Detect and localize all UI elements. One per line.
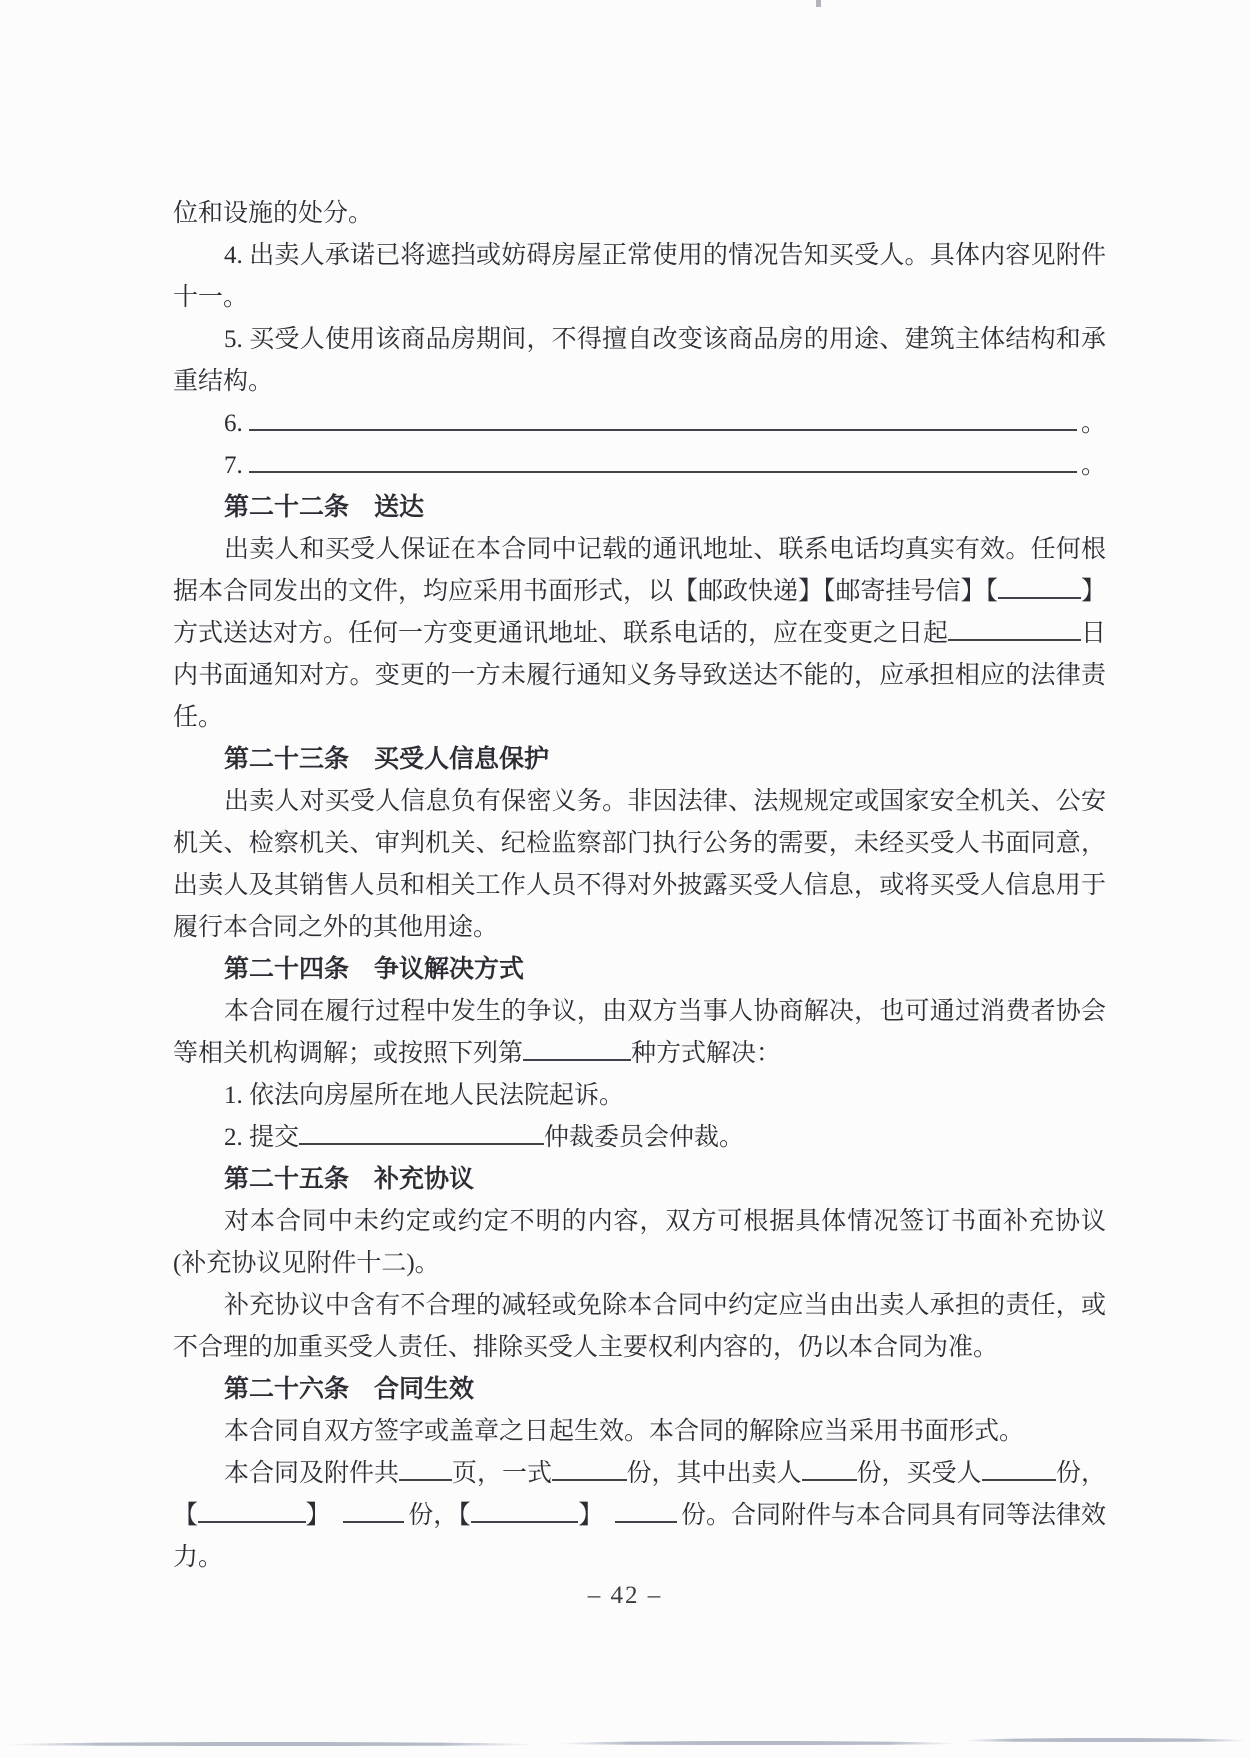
- paragraph-continuation: 不合理的加重买受人责任、排除买受人主要权利内容的，仍以本合同为准。: [173, 1334, 999, 1361]
- paragraph-line-with-blank: [173, 571, 1106, 613]
- text-segment: 种方式解决：: [631, 1040, 782, 1067]
- article-25-heading: [173, 1159, 1106, 1201]
- text-segment: 份，买受人: [856, 1460, 982, 1487]
- paragraph-line: 机关、检察机关、审判机关、纪检监察部门执行公务的需要，未经买受人书面同意，: [173, 830, 1106, 857]
- paragraph-line: 出卖人和买受人保证在本合同中记载的通讯地址、联系电话均真实有效。任何根: [224, 536, 1106, 563]
- article-23-heading: [173, 739, 1106, 781]
- article-24-heading: [173, 949, 1106, 991]
- text-segment: 方式送达对方。任何一方变更通讯地址、联系电话的，应在变更之日起: [173, 620, 949, 647]
- bracket-close: 】: [305, 1502, 331, 1529]
- fill-in-blank: [982, 1455, 1056, 1481]
- text-segment: 份，: [1056, 1460, 1107, 1487]
- paragraph-continuation: 位和设施的处分。: [173, 200, 374, 227]
- paragraph-continuation: 力。: [173, 1544, 224, 1571]
- paragraph-line: 内书面通知对方。变更的一方未履行通知义务导致送达不能的，应承担相应的法律责: [173, 662, 1106, 689]
- article-number: 第二十二条: [224, 494, 350, 521]
- article-number: 第二十四条: [224, 956, 350, 983]
- fill-in-blank: [399, 1455, 452, 1481]
- text-segment: 份，其中出卖人: [626, 1460, 802, 1487]
- text-segment: 仲裁委员会仲裁。: [544, 1124, 745, 1151]
- fill-in-blank: [198, 1497, 306, 1523]
- paragraph-line-with-blank: [173, 613, 1106, 655]
- article-title: 争议解决方式: [374, 956, 525, 983]
- text-segment: 份，【: [408, 1502, 471, 1529]
- text-segment: 本合同及附件共: [224, 1460, 400, 1487]
- fill-in-blank: [249, 405, 1077, 431]
- fill-in-blank: [249, 447, 1077, 473]
- fill-in-blank: [998, 573, 1081, 599]
- article-title: 送达: [374, 494, 425, 521]
- article-title: 合同生效: [374, 1376, 475, 1403]
- article-22-heading: [173, 487, 1106, 529]
- paragraph-continuation: 十一。: [173, 284, 249, 311]
- paragraph-line: 对本合同中未约定或约定不明的内容，双方可根据具体情况签订书面补充协议: [224, 1208, 1106, 1235]
- paragraph-line: 本合同自双方签字或盖章之日起生效。本合同的解除应当采用书面形式。: [224, 1418, 1025, 1445]
- numbered-item-7-blank: [173, 445, 1106, 487]
- scan-artifact-bottom: [962, 1738, 1248, 1742]
- item-period: 。: [1080, 410, 1106, 437]
- article-title: 补充协议: [374, 1166, 475, 1193]
- fill-in-blank: [471, 1497, 579, 1523]
- scan-artifact-top: [816, 0, 821, 7]
- paragraph-continuation: 重结构。: [173, 368, 274, 395]
- bracket-open: 【: [173, 1502, 199, 1529]
- fill-in-blank: [523, 1035, 631, 1061]
- paragraph-line: 出卖人及其销售人员和相关工作人员不得对外披露买受人信息，或将买受人信息用于: [173, 872, 1106, 899]
- numbered-item-1: 1. 依法向房屋所在地人民法院起诉。: [224, 1082, 625, 1109]
- fill-in-blank: [343, 1497, 405, 1523]
- item-number: 7.: [224, 452, 243, 479]
- scan-artifact-bottom: [6, 1742, 536, 1746]
- paragraph-continuation: (补充协议见附件十二)。: [173, 1250, 440, 1277]
- text-segment: 2. 提交: [224, 1124, 300, 1151]
- text-segment: 】: [1080, 578, 1106, 605]
- paragraph-line-with-blank: [173, 1033, 1106, 1075]
- bracket-close: 】: [578, 1502, 604, 1529]
- article-number: 第二十六条: [224, 1376, 350, 1403]
- paragraph-line: 补充协议中含有不合理的减轻或免除本合同中约定应当由出卖人承担的责任，或: [224, 1292, 1106, 1319]
- article-number: 第二十五条: [224, 1166, 350, 1193]
- text-segment: 份。合同附件与本合同具有同等法律效: [681, 1502, 1107, 1529]
- numbered-item-5: 5. 买受人使用该商品房期间，不得擅自改变该商品房的用途、建筑主体结构和承: [224, 326, 1106, 353]
- fill-in-blank: [299, 1119, 544, 1145]
- article-26-heading: [173, 1369, 1106, 1411]
- article-number: 第二十三条: [224, 746, 350, 773]
- fill-in-blank: [948, 615, 1081, 641]
- page-number: – 42 –: [587, 1582, 663, 1609]
- numbered-item-6-blank: [173, 403, 1106, 445]
- copies-line-with-bracket-blanks: [173, 1495, 1106, 1537]
- copies-line-with-blanks: [173, 1453, 1106, 1495]
- paragraph-continuation: 履行本合同之外的其他用途。: [173, 914, 499, 941]
- text-segment: 页，一式: [452, 1460, 553, 1487]
- text-segment: 日: [1080, 620, 1106, 647]
- fill-in-blank: [802, 1455, 857, 1481]
- text-segment: 等相关机构调解；或按照下列第: [173, 1040, 524, 1067]
- item-number: 6.: [224, 410, 243, 437]
- item-period: 。: [1080, 452, 1106, 479]
- article-title: 买受人信息保护: [374, 746, 550, 773]
- numbered-item-2-blank: [173, 1117, 1106, 1159]
- scan-artifact-bottom: [558, 1741, 958, 1745]
- paragraph-continuation: 任。: [173, 704, 224, 731]
- contract-text-block: [173, 193, 1106, 1579]
- fill-in-blank: [615, 1497, 677, 1523]
- text-segment: 据本合同发出的文件，均应采用书面形式，以【邮政快递】【邮寄挂号信】【: [173, 578, 999, 605]
- paragraph-line: 本合同在履行过程中发生的争议，由双方当事人协商解决，也可通过消费者协会: [224, 998, 1106, 1025]
- fill-in-blank: [552, 1455, 626, 1481]
- paragraph-line: 出卖人对买受人信息负有保密义务。非因法律、法规规定或国家安全机关、公安: [224, 788, 1106, 815]
- numbered-item-4: 4. 出卖人承诺已将遮挡或妨碍房屋正常使用的情况告知买受人。具体内容见附件: [224, 242, 1106, 269]
